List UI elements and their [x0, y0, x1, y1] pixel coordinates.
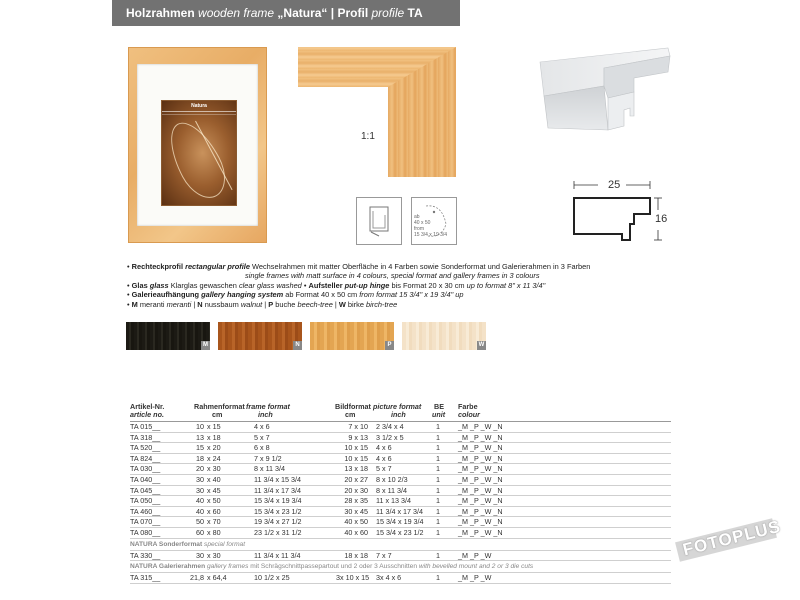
desc-glass-text: Klarglas gewaschen [170, 280, 237, 290]
table-cell-rf1: 18 [196, 453, 204, 463]
swatch-meranti [126, 322, 210, 350]
desc-nussbaum-de: nussbaum [204, 299, 239, 309]
table-cell-be: 1 [436, 443, 440, 453]
header-profil: Profil [337, 6, 369, 20]
table-cell-fa: _M _P _W _N [458, 496, 503, 506]
swatch-tag: P [385, 341, 394, 350]
table-cell-rf2: x 15 [207, 422, 221, 431]
table-cell-bf: 30 x 45 [344, 506, 368, 516]
hanger-ab: ab [414, 214, 420, 220]
table-cell-pf: 4 x 6 [376, 443, 392, 453]
table-cell-ff: 8 x 11 3/4 [254, 464, 286, 474]
desc-line-2: single frames with matt surface in 4 colours, special format and gallery frames in 3 colours [245, 271, 540, 281]
table-cell-pf: 3x 4 x 6 [376, 573, 402, 583]
th-rahmenformat: Rahmenformat [194, 402, 245, 411]
table-cell-art: TA 520__ [130, 443, 161, 453]
table-row [130, 422, 671, 433]
table-cell-ff: 6 x 8 [254, 443, 270, 453]
table-header [130, 403, 671, 421]
table-cell-fa: _M _P _W _N [458, 485, 503, 495]
table-cell-rf1: 40 [196, 496, 204, 506]
fotoplus-watermark [678, 510, 783, 570]
table-row [130, 475, 671, 486]
profile-3d-render [534, 46, 674, 132]
table-cell-pf: 7 x 7 [376, 550, 392, 560]
table-cell-fa: _M _P _W _N [458, 506, 503, 516]
table-cell-pf: 8 x 11 3/4 [376, 485, 408, 495]
table-cell-rf2: x 70 [207, 517, 221, 527]
table-cell-art: TA 315__ [130, 573, 161, 583]
table-cell-ff: 23 1/2 x 31 1/2 [254, 527, 302, 537]
th-rf-unit: cm [212, 410, 223, 419]
table-cell-rf1: 13 [196, 432, 204, 442]
swatch-beech [310, 322, 394, 350]
swatch-tag: M [203, 342, 208, 348]
desc-beech-en: beech-tree [297, 299, 333, 309]
th-bildformat: Bildformat [335, 402, 371, 411]
table-cell-rf2: x 80 [207, 527, 221, 537]
article-table [130, 403, 671, 584]
header-natura: „Natura“ [277, 6, 328, 20]
table-cell-rf2: x 24 [207, 453, 221, 463]
table-cell-bf: 10 x 15 [344, 453, 368, 463]
table-body-special [130, 551, 671, 562]
section2-subtitle: gallery frames [206, 563, 249, 571]
desc-line-5: • M meranti meranti | N nussbaum walnut | P buche beech-tree | W birke birch-tree [127, 299, 398, 309]
watermark-text: FOTOPLUS [680, 516, 783, 560]
table-cell-pf: 3 1/2 x 5 [376, 432, 404, 442]
desc-buche-de: buche [275, 299, 296, 309]
photo-brand: Natura [191, 103, 207, 109]
desc-meranti-en: meranti [166, 299, 192, 309]
table-cell-pf: 8 x 10 2/3 [376, 474, 408, 484]
table-row [130, 486, 671, 497]
photo-mat [137, 64, 258, 226]
desc-walnut-en: walnut [240, 299, 263, 309]
hanger-from: from [414, 226, 424, 232]
section2-title: NATURA Galerierahmen [130, 563, 206, 571]
table-cell-bf: 9 x 13 [348, 432, 368, 442]
table-cell-bf: 20 x 30 [344, 485, 368, 495]
leaf-shape [159, 114, 235, 206]
leaf-photo [161, 100, 237, 206]
desc-meranti-de: meranti [139, 299, 165, 309]
table-cell-pf: 5 x 7 [376, 464, 392, 474]
table-cell-be: 1 [436, 432, 440, 442]
header-wooden-frame: wooden frame [198, 6, 275, 20]
swatch-birch [402, 322, 486, 350]
table-cell-ff: 15 3/4 x 23 1/2 [254, 506, 302, 516]
swatch-walnut [218, 322, 302, 350]
table-cell-pf: 2 3/4 x 4 [376, 422, 404, 431]
table-cell-be: 1 [436, 573, 440, 583]
table-cell-rf1: 30 [196, 485, 204, 495]
th-bf-unit: cm [345, 410, 356, 419]
table-body-main [130, 421, 671, 539]
scale-label: 1:1 [361, 131, 375, 142]
table-cell-rf2: x 64,4 [207, 573, 227, 583]
table-cell-art: TA 040__ [130, 474, 161, 484]
frame-corner-closeup [298, 47, 456, 177]
table-cell-rf2: x 30 [207, 550, 221, 560]
table-cell-pf: 15 3/4 x 23 1/2 [376, 527, 424, 537]
desc-code-p: P [268, 299, 274, 309]
table-row [130, 464, 671, 475]
table-row [130, 443, 671, 454]
section2-text-en: with bevelled mount and 2 or 3 die cuts [418, 563, 534, 571]
table-row [130, 454, 671, 465]
table-cell-ff: 7 x 9 1/2 [254, 453, 282, 463]
table-cell-ff: 11 3/4 x 15 3/4 [254, 474, 302, 484]
table-cell-fa: _M _P _W _N [458, 527, 503, 537]
table-cell-art: TA 460__ [130, 506, 161, 516]
th-picture-format: picture format [373, 402, 422, 411]
table-cell-be: 1 [436, 550, 440, 560]
table-cell-ff: 5 x 7 [254, 432, 270, 442]
desc-hanging-text: ab Format 40 x 50 cm [285, 290, 358, 300]
header-profile: profile [371, 6, 405, 20]
th-frame-format: frame format [246, 402, 290, 411]
desc-hanging-ital: from format 15 3/4" x 19 3/4" up [359, 290, 464, 300]
table-cell-fa: _M _P _W _N [458, 474, 503, 484]
table-cell-bf: 10 x 15 [344, 443, 368, 453]
desc-glass-ital: clear glass washed [238, 280, 302, 290]
th-pf-unit: inch [391, 410, 406, 419]
desc-put-up-hinge: put-up hinge [344, 280, 390, 290]
th-farbe: Farbe [458, 402, 478, 411]
table-cell-bf: 40 x 50 [344, 517, 368, 527]
table-cell-rf2: x 60 [207, 506, 221, 516]
photo-text-line [162, 114, 236, 115]
table-cell-rf1: 30 [196, 474, 204, 484]
desc-line-3: • Glas glass Klarglas gewaschen clear glass washed • Aufsteller put-up hinge bis Format 20 x 30 cm up to format 8" x 11 3/4" [127, 280, 546, 290]
table-cell-fa: _M _P _W _N [458, 517, 503, 527]
hanger-size-cm: 40 x 50 [414, 220, 431, 226]
section1-title: NATURA Sonderformat [130, 540, 203, 548]
table-cell-art: TA 318__ [130, 432, 161, 442]
table-cell-rf1: 50 [196, 517, 204, 527]
swatch-tag: W [478, 342, 485, 348]
table-cell-pf: 11 x 13 3/4 [376, 496, 412, 506]
gallery-hanger-icon [411, 197, 457, 245]
table-cell-bf: 18 x 18 [344, 550, 368, 560]
desc-line-4: • Galerieaufhängung gallery hanging system ab Format 40 x 50 cm from format 15 3/4" x 19 3/4" up [127, 290, 464, 300]
swatch-tag: N [293, 341, 302, 350]
desc-code-n: N [197, 299, 203, 309]
profile-cross-section [572, 176, 672, 246]
desc-birch-en: birch-tree [366, 299, 398, 309]
table-cell-pf: 11 3/4 x 17 3/4 [376, 506, 424, 516]
table-cell-rf1: 15 [196, 443, 204, 453]
desc-code-w: W [338, 299, 346, 309]
table-cell-be: 1 [436, 422, 440, 431]
desc-rechteckprofil: Rechteckprofil [131, 262, 183, 271]
table-cell-rf1: 10 [196, 422, 204, 431]
desc-hinge-text: bis Format 20 x 30 cm [391, 280, 465, 290]
table-cell-rf1: 21,8 [190, 573, 204, 583]
table-cell-be: 1 [436, 506, 440, 516]
table-cell-bf: 20 x 27 [344, 474, 368, 484]
desc-glass: glass [149, 280, 169, 290]
table-row [130, 507, 671, 518]
table-cell-rf1: 30 [196, 550, 204, 560]
table-cell-bf: 13 x 18 [344, 464, 368, 474]
hanger-size-inch: 15 3/4 x 19 3/4 [414, 232, 448, 238]
table-cell-be: 1 [436, 517, 440, 527]
profile-height-label: 16 [655, 213, 668, 225]
table-cell-be: 1 [436, 527, 440, 537]
table-cell-ff: 15 3/4 x 19 3/4 [254, 496, 302, 506]
table-cell-ff: 19 3/4 x 27 1/2 [254, 517, 302, 527]
section-gallery-frames [130, 561, 671, 573]
table-row [130, 573, 671, 584]
product-description [127, 262, 647, 309]
table-cell-bf: 3x 10 x 15 [336, 573, 370, 583]
th-article-en: article no. [130, 410, 164, 419]
table-cell-fa: _M _P _W _N [458, 443, 503, 453]
table-cell-rf2: x 18 [207, 432, 221, 442]
section1-subtitle: special format [204, 540, 246, 548]
table-cell-art: TA 080__ [130, 527, 161, 537]
table-cell-ff: 10 1/2 x 25 [254, 573, 290, 583]
table-cell-rf2: x 40 [207, 474, 221, 484]
table-row [130, 496, 671, 507]
desc-line-1: • Rechteckprofil rectangular profile Wechselrahmen mit matter Oberfläche in 4 Farben sowie Sonderformat und Galerierahmen in 3 Farben [127, 262, 591, 271]
table-cell-art: TA 050__ [130, 496, 161, 506]
table-cell-art: TA 824__ [130, 453, 161, 463]
header-ta: TA [407, 6, 423, 20]
table-cell-be: 1 [436, 474, 440, 484]
table-cell-fa: _M _P _W [458, 573, 492, 583]
table-cell-art: TA 045__ [130, 485, 161, 495]
desc-galerieaufhaengung: Galerieaufhängung [131, 290, 200, 300]
desc-glas: Glas [131, 280, 148, 290]
table-cell-fa: _M _P _W [458, 550, 492, 560]
table-cell-rf1: 60 [196, 527, 204, 537]
framed-photo [128, 47, 267, 243]
stand-icon [356, 197, 402, 245]
desc-gallery-hanging: gallery hanging system [201, 290, 284, 300]
profile-width-label: 25 [608, 179, 621, 191]
desc-aufsteller: Aufsteller [308, 280, 343, 290]
table-cell-ff: 4 x 6 [254, 422, 270, 431]
section-special-format [130, 539, 671, 551]
table-cell-art: TA 330__ [130, 550, 161, 560]
table-cell-fa: _M _P _W _N [458, 464, 503, 474]
table-cell-rf1: 20 [196, 464, 204, 474]
th-ff-unit: inch [258, 410, 273, 419]
table-cell-ff: 11 3/4 x 11 3/4 [254, 550, 301, 560]
desc-birke-de: birke [347, 299, 364, 309]
th-be: BE [434, 402, 444, 411]
table-cell-art: TA 070__ [130, 517, 161, 527]
table-body-gallery [130, 573, 671, 584]
table-cell-art: TA 015__ [130, 422, 161, 431]
table-cell-rf1: 40 [196, 506, 204, 516]
table-row [130, 517, 671, 528]
table-cell-be: 1 [436, 453, 440, 463]
table-cell-art: TA 030__ [130, 464, 161, 474]
th-unit: unit [432, 410, 446, 419]
table-cell-rf2: x 45 [207, 485, 221, 495]
desc-rectangular-profile: rectangular profile [185, 262, 250, 271]
table-row [130, 433, 671, 444]
table-cell-pf: 15 3/4 x 19 3/4 [376, 517, 424, 527]
table-cell-rf2: x 30 [207, 464, 221, 474]
table-cell-be: 1 [436, 485, 440, 495]
table-cell-rf2: x 20 [207, 443, 221, 453]
header-holzrahmen: Holzrahmen [126, 6, 195, 20]
th-article-de: Artikel-Nr. [130, 402, 165, 411]
page-header [112, 0, 460, 26]
desc-code-m: M [131, 299, 138, 309]
table-cell-fa: _M _P _W _N [458, 422, 503, 431]
table-cell-fa: _M _P _W _N [458, 432, 503, 442]
section2-text: mit Schrägschnittpassepartout und 2 oder 3 Ausschnitten [250, 563, 418, 571]
table-cell-fa: _M _P _W _N [458, 453, 503, 463]
desc-line1-text: Wechselrahmen mit matter Oberfläche in 4 Farben sowie Sonderformat und Galerierahmen in 3 Farben [252, 262, 591, 271]
table-cell-bf: 7 x 10 [348, 422, 368, 431]
table-cell-be: 1 [436, 496, 440, 506]
table-row [130, 528, 671, 539]
table-cell-bf: 40 x 60 [344, 527, 368, 537]
table-cell-be: 1 [436, 464, 440, 474]
table-cell-ff: 11 3/4 x 17 3/4 [254, 485, 302, 495]
table-cell-bf: 28 x 35 [344, 496, 368, 506]
photo-text-line [162, 111, 236, 112]
header-sep: | [330, 6, 335, 20]
th-colour: colour [458, 410, 480, 419]
table-cell-rf2: x 50 [207, 496, 221, 506]
table-row [130, 551, 671, 562]
desc-hinge-ital: up to format 8" x 11 3/4" [466, 280, 546, 290]
table-cell-pf: 4 x 6 [376, 453, 392, 463]
